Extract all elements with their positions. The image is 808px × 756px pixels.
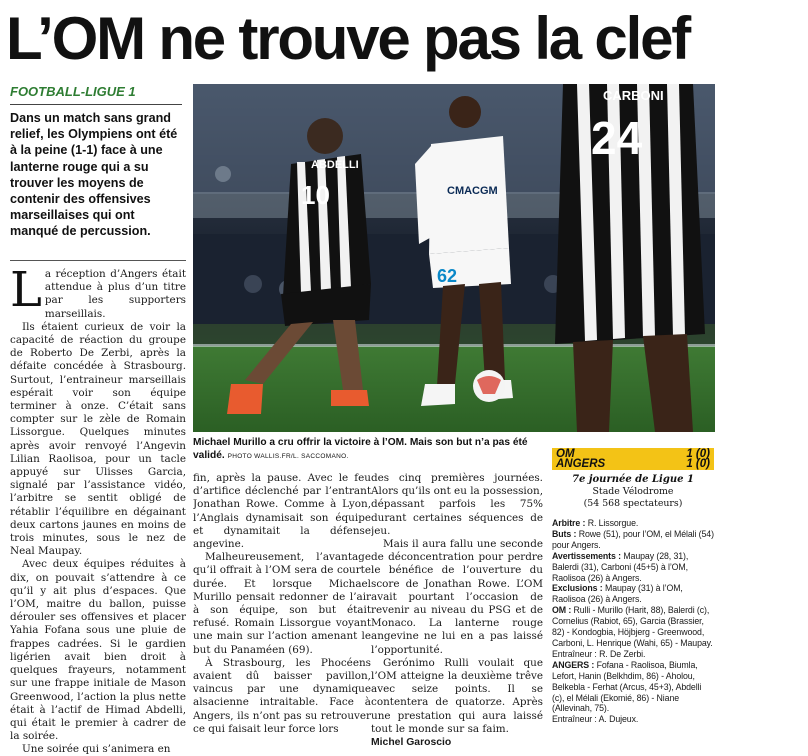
- score-row-away: [556, 458, 710, 471]
- fact-angers-lineup: ANGERS : Fofana - Raolisoa, Biumla, Lefort, Hanin (Belkhdim, 86) - Aholou, Belkebla - Ferhat (Arcus, 45+3), Abdelli (c), el Mélali (Ekomié, 86) - Niane (Allevinah, 75).: [552, 659, 702, 714]
- article-column-1: [10, 268, 186, 754]
- score-away: 1 (0): [686, 458, 710, 470]
- player-right-name: CARBONI: [603, 88, 664, 103]
- section-kicker: FOOTBALL-LIGUE 1: [10, 84, 182, 105]
- photo-credit: PHOTO WALLIS.FR/L. SACCOMANO.: [227, 453, 349, 460]
- photo-caption: [193, 436, 553, 463]
- stadium-label: Stade Vélodrome: [592, 486, 674, 497]
- fact-bookings: Avertissements : Maupay (28, 31), Balerdi (31), Carboni (45+5) à l’OM, Raolisoa (26) à Angers.: [552, 550, 689, 583]
- article-paragraph: des cinq premières journées. Alors qu’ils ont eu la possession, dépassant parfois les 75% durant certaines séquences de jeu.: [371, 472, 543, 537]
- player-right-number: 24: [591, 112, 643, 164]
- fact-om-coach: Entraîneur : R. De Zerbi.: [552, 648, 646, 659]
- dropcap: L: [10, 268, 42, 318]
- match-photo: [193, 84, 715, 432]
- player-center-number: 62: [437, 266, 458, 286]
- player-left-name: ABDELLI: [311, 159, 359, 171]
- fact-sendings-off: Exclusions : Maupay (31) à l’OM, Raolisoa (26) à Angers.: [552, 583, 683, 605]
- article-paragraph: La réception d’Angers était attendue à plus d’un titre par les supporters marseillais.: [10, 268, 186, 320]
- fact-referee: Arbitre : R. Lissorgue.: [552, 518, 639, 528]
- score-home: 1 (0): [686, 448, 710, 460]
- sponsor-text: CMACGM: [447, 185, 498, 197]
- attendance-label: (54 568 spectateurs): [583, 498, 683, 509]
- article-paragraph: Avec deux équipes réduites à dix, on pouvait s’attendre à ce qu’il y ait plus d’espaces. Que l’OM, maitre du ballon, puisse dérouler ses offensives et placer Yahia Fofana sous une pluie de frappes cadrées. Si le gardien ligérien avait bien droit à quelques frayeurs, notamment sur une frappe initiale de Mason Greenwood, l’action la plus nette était à l’actif de Himad Abdelli, qui était le premier à cadrer de la soirée.: [10, 558, 186, 743]
- article-paragraph: fin, après la pause. Avec le feu d’artifice déclenché par l’entrant Jonathan Rowe. Comme à Lyon, l’Anglais dynamisait son équipe et dynamitait la défense angevine.: [193, 472, 371, 551]
- player-left-number: 10: [301, 180, 330, 210]
- fact-angers-coach: Entraîneur : A. Dujeux.: [552, 714, 639, 725]
- match-meta: [552, 474, 714, 510]
- match-facts: [552, 518, 714, 725]
- team-away: ANGERS: [556, 458, 606, 470]
- scoreboard: [552, 448, 714, 470]
- article-paragraph: À Strasbourg, les Phocéens avaient dû baisser pavillon, vaincus par une dynamique alsacienne intraitable. Face à Angers, ils n’ont pas su retrouver ce qui faisait leur force lors: [193, 656, 371, 735]
- author-byline: Michel Garoscio: [371, 737, 452, 749]
- headline: L’OM ne trouve pas la clef: [6, 5, 690, 72]
- article-paragraph: Gerónimo Rulli voulait que l’OM atteigne la deuxième trêve avec seize points. Il se contentera de quatorze. Après une prestation qui aura laissé tout le monde sur sa faim.: [371, 656, 543, 735]
- article-paragraph: Malheureusement, l’avantage qu’il offrait à l’OM sera de courte durée. Et lorsque Michael Murillo pensait redonner de l’air à son équipe, son but était refusé. Romain Lissorgue voyant une main sur l’action amenant le but du Panaméen (69).: [193, 551, 371, 656]
- article-paragraph: Mais il aura fallu une seconde de déconcentration pour perdre le bénéfice de l’ouverture du score de Jonathan Rowe. L’OM avait pourtant l’occasion de revenir au niveau du PSG et de Monaco. La lanterne rouge angevine ne lui en a pas laissé l’opportunité.: [371, 538, 543, 656]
- fact-goals: Buts : Rowe (51), pour l’OM, el Mélali (54) pour Angers.: [552, 528, 714, 550]
- article-paragraph: Ils étaient curieux de voir la capacité de réaction du groupe de Roberto De Zerbi, après la défaite concédée à Strasbourg. Surtout, l’entraineur marseillais espérait voir son équipe terminer à onze. C’était sans compter sur le zèle de Romain Lissorgue. Quelques minutes après avoir renvoyé l’Angevin Lilian Raolisoa, pour un tacle appuyé sur Ulisses Garcia, signalé par l’assistance vidéo, l’arbitre se sentit obligé de rétablir l’équilibre en dégainant deux cartons jaunes en moins de trois minutes, sous le nez de Neal Maupay.: [10, 320, 186, 558]
- article-column-2: [193, 472, 371, 754]
- standfirst-divider: [10, 260, 186, 261]
- fact-om-lineup: OM : Rulli - Murillo (Harit, 88), Balerdi (c), Cornelius (Rabiot, 65), Garcia (Brassier, 82) - Kondogbia, Höjbjerg - Greenwood, Carboni, L. Henrique (Wahi, 65) - Maupay.: [552, 605, 713, 648]
- caption-text: Michael Murillo a cru offrir la victoire à l’OM. Mais son but n’a pas été validé.: [193, 437, 528, 461]
- photo-illustration: [193, 84, 715, 432]
- round-label: 7e journée de Ligue 1: [572, 474, 694, 485]
- ball: [473, 370, 505, 402]
- standfirst: Dans un match sans grand relief, les Olympiens ont été à la peine (1-1) face à une lanterne rouge qui a su trouver les moyens de contenir des offensives marseillaises qui ont manqué de percussion.: [10, 111, 178, 239]
- article-paragraph: Une soirée qui s’animera en: [22, 743, 171, 754]
- team-home: OM: [556, 448, 575, 460]
- article-column-3: [371, 472, 543, 754]
